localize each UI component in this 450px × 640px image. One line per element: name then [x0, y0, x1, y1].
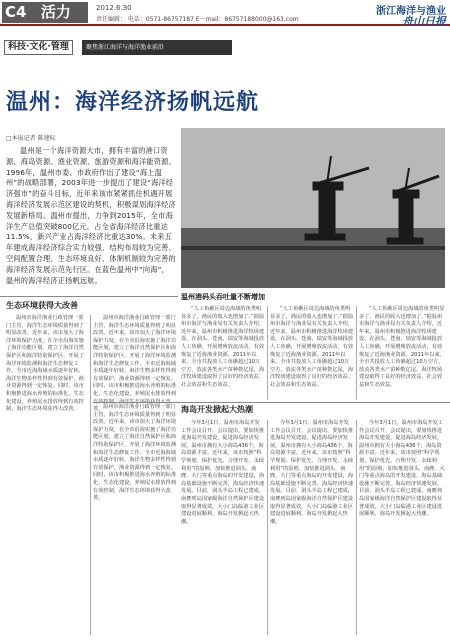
photo-caption: 温州港码头吞吐量不断增加 [181, 293, 265, 301]
column-divider [267, 306, 268, 400]
port-photo [181, 128, 445, 288]
section-bar [0, 40, 450, 55]
column-divider [356, 420, 357, 635]
article-body-ecology-col1: 温州市海洋渔业行政管理一部门主管，海洋生态环境质量得到了明显改善。近年来，该市加大了海洋环境保护力度，在全市沿海实施了海洋功能区划，建立了海洋自然保护区和海洋特别保护区，开展了海洋环境监测和海洋生态修复工作。全市近海海域水质逐年好转，海洋生物多样性得到有效保护，渔业资源得到一定恢复。同时，该市积极推进海水养殖的标准化、生态化建设，养殖尾水排放得到有效控制，海洋生态环境获得大改善。 [6, 315, 84, 413]
article-body-ecology-col3: 温州市海洋渔业行政管理一部门主管，海洋生态环境质量得到了明显改善。近年来，该市加大了海洋环境保护力度，在全市沿海实施了海洋功能区划，建立了海洋自然保护区和海洋特别保护区，开展了海洋环境监测和海洋生态修复工作。全市近海海域水质逐年好转，海洋生物多样性得到有效保护，渔业资源得到一定恢复。同时，该市积极推进海水养殖的标准化、生态化建设，养殖尾水排放得到有效控制，海洋生态环境获得大改善。 [93, 404, 177, 502]
article-body-ranch-col3: “人工鱼礁区周边海域的鱼类明显多了，渔民的收入也增加了。”据温州市海洋与渔业局有关负责人介绍，近年来，温州市积极推进海洋牧场建设，在洞头、苍南、瑞安等海域投放人工鱼礁，开展增殖放流活动，有效恢复了近海渔业资源。2011年以来，全市共投放人工鱼礁超过10万空方，放流各类水产苗种数亿尾，海洋牧场建设取得了良好的经济效益、社会效益和生态效益。 [359, 306, 445, 388]
article-body-islands-col1: 今年3月1日，温州市海岛开发工作会议召开。会议提出，要加快推进海岛开发建设，促进海岛经济发展。温州市拥有大小海岛436个，海岛资源丰富。近年来，该市按照“科学规划、保护优先、合理开发、永续利用”的原则，加快推进洞头、南麂、大门等重点海岛的开发建设，海岛基础设施不断完善，海岛经济快速发展。目前，洞头半岛工程已建成，南麂列岛国家级海洋自然保护区建设取得显著成效，大小门岛临港工业区建设进展顺利，海岛开发掀起大热潮。 [181, 420, 265, 525]
divider [93, 402, 450, 403]
page-code: C4 [5, 3, 27, 21]
page-header [0, 0, 450, 26]
section-strap: 聚焦浙江海洋与海洋渔业前沿 [82, 40, 232, 55]
paper-brand-logo: 舟山日报 [402, 15, 446, 28]
article-body-ranch-col2: “人工鱼礁区周边海域的鱼类明显多了，渔民的收入也增加了。”据温州市海洋与渔业局有关负责人介绍，近年来，温州市积极推进海洋牧场建设，在洞头、苍南、瑞安等海域投放人工鱼礁，开展增殖放流活动，有效恢复了近海渔业资源。2011年以来，全市共投放人工鱼礁超过10万空方，放流各类水产苗种数亿尾，海洋牧场建设取得了良好的经济效益、社会效益和生态效益。 [270, 306, 354, 388]
editor-contact: 责任编辑： 电话：0571-86757187 E－mail：86757188000@163.com [96, 16, 299, 23]
lead-byline: □本报记者 陈建标 [6, 135, 56, 142]
column-divider [267, 420, 268, 635]
lead-body: 温州是一个海洋资源大市，拥有丰富的港口资源、海岛资源、渔业资源、旅游资源和海洋能资源。1996年，温州市委、市政府作出了建设“海上温州”的战略部署，2003年进一步提出了建设“海洋经济强市”的奋斗目标，近年来该市紧紧抓住机遇开展海洋经济发展示范区建设的契机，积极谋划海洋经济发展新格局。温州市提出，力争到2015年，全市海洋生产总值突破800亿元，占全省海洋经济比重达11.5%，新兴产业占海洋经济比重达30%。未来五年建成海洋经济综合实力较强、结构布局较为完善、空间配置合理、生态环境良好、体制机制较为完善的海洋经济发展示范先行区。在蓝色温州中“向海”，温州的海洋经济正扬帆远航。 [6, 146, 176, 285]
article-body-ecology-col2: 温州市海洋渔业行政管理一部门主管，海洋生态环境质量得到了明显改善。近年来，该市加大了海洋环境保护力度，在全市沿海实施了海洋功能区划，建立了海洋自然保护区和海洋特别保护区，开展了海洋环境监测和海洋生态修复工作。全市近海海域水质逐年好转，海洋生物多样性得到有效保护，渔业资源得到一定恢复。同时，该市积极推进海水养殖的标准化、生态化建设，养殖尾水排放得到 善。 [93, 315, 177, 413]
divider [0, 296, 178, 297]
article-body-ranch-col1: “人工鱼礁区周边海域的鱼类明显多了，渔民的收入也增加了。”据温州市海洋与渔业局有关负责人介绍，近年来，温州市积极推进海洋牧场建设，在洞头、苍南、瑞安等海域投放人工鱼礁，开展增殖放流活动，有效恢复了近海渔业资源。2011年以来，全市共投放人工鱼礁超过10万空方，放流各类水产苗种数亿尾，海洋牧场建设取得了良好的经济效益、社会效益和生态效益。 [181, 306, 265, 388]
article-body-islands-col3: 今年3月1日，温州市海岛开发工作会议召开。会议提出，要加快推进海岛开发建设，促进海岛经济发展。温州市拥有大小海岛436个，海岛资源丰富。近年来，该市按照“科学规划、保护优先、合理开发、永续利用”的原则，加快推进洞头、南麂、大门等重点海岛的开发建设，海岛基础设施不断完善，海岛经济快速发展。目前，洞头半岛工程已建成，南麂列岛国家级海洋自然保护区建设取得显著成效，大小门岛临港工业区建设进展顺利，海岛开发掀起大热潮。 [359, 420, 445, 518]
section-name: 活力 [40, 3, 71, 21]
article-title-islands: 海岛开发掀起大热潮 [181, 405, 253, 414]
section-label: 科技·文化·管理 [4, 40, 73, 55]
article-title-ecology: 生态环境获得大改善 [6, 301, 78, 310]
article-body-islands-col2: 今年3月1日，温州市海岛开发工作会议召开。会议提出，要加快推进海岛开发建设，促进海岛经济发展。温州市拥有大小海岛436个，海岛资源丰富。近年来，该市按照“科学规划、保护优先、合理开发、永续利用”的原则，加快推进洞头、南麂、大门等重点海岛的开发建设，海岛基础设施不断完善，海岛经济快速发展。目前，洞头半岛工程已建成，南麂列岛国家级海洋自然保护区建设取得显著成效，大小门岛临港工业区建设进展顺利，海岛开发掀起大热潮。 [270, 420, 354, 525]
page-section-tab [2, 2, 88, 23]
crane-illustration-icon [181, 128, 445, 288]
lead-headline: 温州：海洋经济扬帆远航 [6, 90, 260, 115]
issue-date: 2012.6.30 [96, 4, 132, 12]
column-divider [356, 306, 357, 400]
column-divider [90, 315, 91, 635]
paper-name: 浙江海洋与渔业 [376, 6, 446, 17]
